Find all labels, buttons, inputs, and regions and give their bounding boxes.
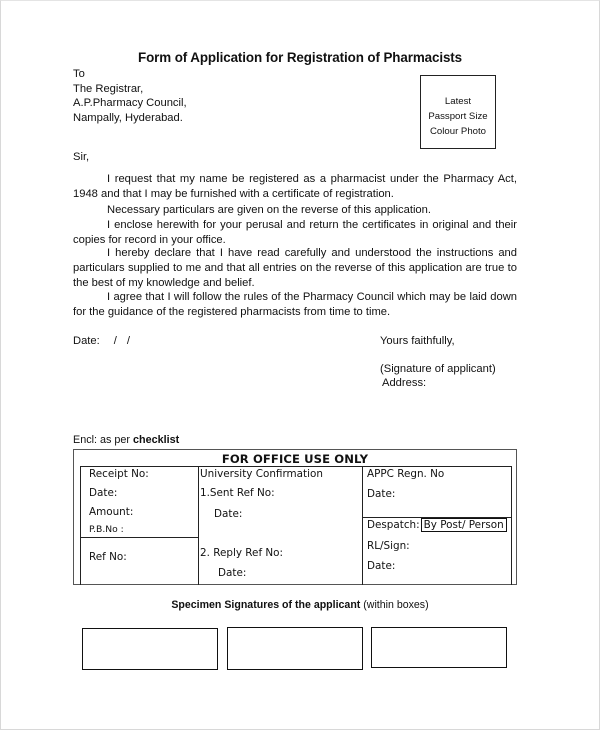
- university-confirmation-heading: University Confirmation: [200, 468, 323, 480]
- addressee-line: Nampally, Hyderabad.: [73, 112, 183, 125]
- sent-date-field[interactable]: Date:: [214, 508, 243, 520]
- paragraph-declaration: [73, 246, 517, 291]
- paragraph-particulars: [73, 203, 517, 218]
- appc-regn-no-field[interactable]: APPC Regn. No: [367, 468, 445, 480]
- photo-box-line: Passport Size: [428, 111, 488, 122]
- addressee-line: A.P.Pharmacy Council,: [73, 97, 187, 110]
- paragraph-text: I agree that I will follow the rules of the Pharmacy Council which may be laid down for the guidance of the registered pharmacists from time to time.: [73, 291, 517, 318]
- receipt-no-field[interactable]: Receipt No:: [89, 468, 149, 480]
- specimen-title-bold: Specimen Signatures of the applicant: [171, 599, 361, 611]
- ref-no-field[interactable]: Ref No:: [89, 551, 127, 563]
- enclosure-prefix: Encl: as per: [73, 434, 134, 446]
- specimen-title-note: (within boxes): [360, 599, 429, 611]
- salutation: Sir,: [73, 151, 90, 163]
- office-column-university: [198, 467, 361, 585]
- office-use-title: FOR OFFICE USE ONLY: [221, 452, 369, 466]
- despatch-mode-box[interactable]: By Post/ Person: [421, 518, 507, 532]
- appc-date-field[interactable]: Date:: [367, 488, 396, 500]
- paragraph-text: Necessary particulars are given on the reverse of this application.: [107, 204, 431, 216]
- specimen-signature-box-2[interactable]: [227, 627, 363, 670]
- date-field[interactable]: [73, 334, 130, 349]
- paragraph-text: I enclose herewith for your perusal and return the certificates in original and their copies for record in your office.: [73, 219, 517, 246]
- paragraph-text: I request that my name be registered as a pharmacist under the Pharmacy Act, 1948 and that I may be furnished with a certificate of registration.: [73, 173, 517, 200]
- office-use-table: [80, 466, 512, 585]
- despatch-label: Despatch:: [367, 519, 420, 531]
- paragraph-agreement: [73, 290, 517, 320]
- passport-photo-box[interactable]: [420, 75, 496, 149]
- office-column-receipt: [80, 467, 199, 585]
- document-title: Form of Application for Registration of Pharmacists: [138, 50, 462, 65]
- paragraph-text: I hereby declare that I have read carefully and understood the instructions and particulars supplied to me and that all entries on the reverse of this application are true to the best of my knowledge and belief.: [73, 247, 517, 289]
- paragraph-request: [73, 172, 517, 202]
- enclosure-checklist: checklist: [133, 434, 180, 446]
- pb-no-field[interactable]: P.B.No :: [89, 524, 124, 535]
- office-column-appc: [362, 467, 512, 585]
- receipt-date-field[interactable]: Date:: [89, 487, 118, 499]
- despatch-field[interactable]: [367, 518, 507, 532]
- reply-date-field[interactable]: Date:: [218, 567, 247, 579]
- addressee-block: [73, 67, 187, 126]
- paragraph-enclose: [73, 218, 517, 248]
- specimen-signature-box-3[interactable]: [371, 627, 507, 668]
- sent-ref-no-field[interactable]: 1.Sent Ref No:: [200, 487, 275, 499]
- enclosure-note: [73, 434, 179, 446]
- despatch-date-field[interactable]: Date:: [367, 560, 396, 572]
- rl-sign-field[interactable]: RL/Sign:: [367, 540, 410, 552]
- addressee-line: The Registrar,: [73, 82, 144, 95]
- column-divider: [81, 537, 198, 538]
- photo-box-line: Colour Photo: [430, 126, 486, 137]
- specimen-signatures-title: [0, 599, 600, 611]
- date-separator: /: [126, 335, 130, 347]
- photo-box-line: Latest: [444, 96, 472, 107]
- office-use-box: [73, 449, 517, 585]
- closing-text: Yours faithfully,: [380, 335, 455, 347]
- date-label: Date:: [73, 335, 100, 347]
- specimen-signature-box-1[interactable]: [82, 628, 218, 670]
- amount-field[interactable]: Amount:: [89, 506, 134, 518]
- date-separator: /: [113, 335, 117, 347]
- reply-ref-no-field[interactable]: 2. Reply Ref No:: [200, 547, 284, 559]
- signature-field[interactable]: (Signature of applicant): [380, 363, 496, 375]
- addressee-line: To: [73, 68, 85, 80]
- address-field[interactable]: Address:: [382, 377, 427, 389]
